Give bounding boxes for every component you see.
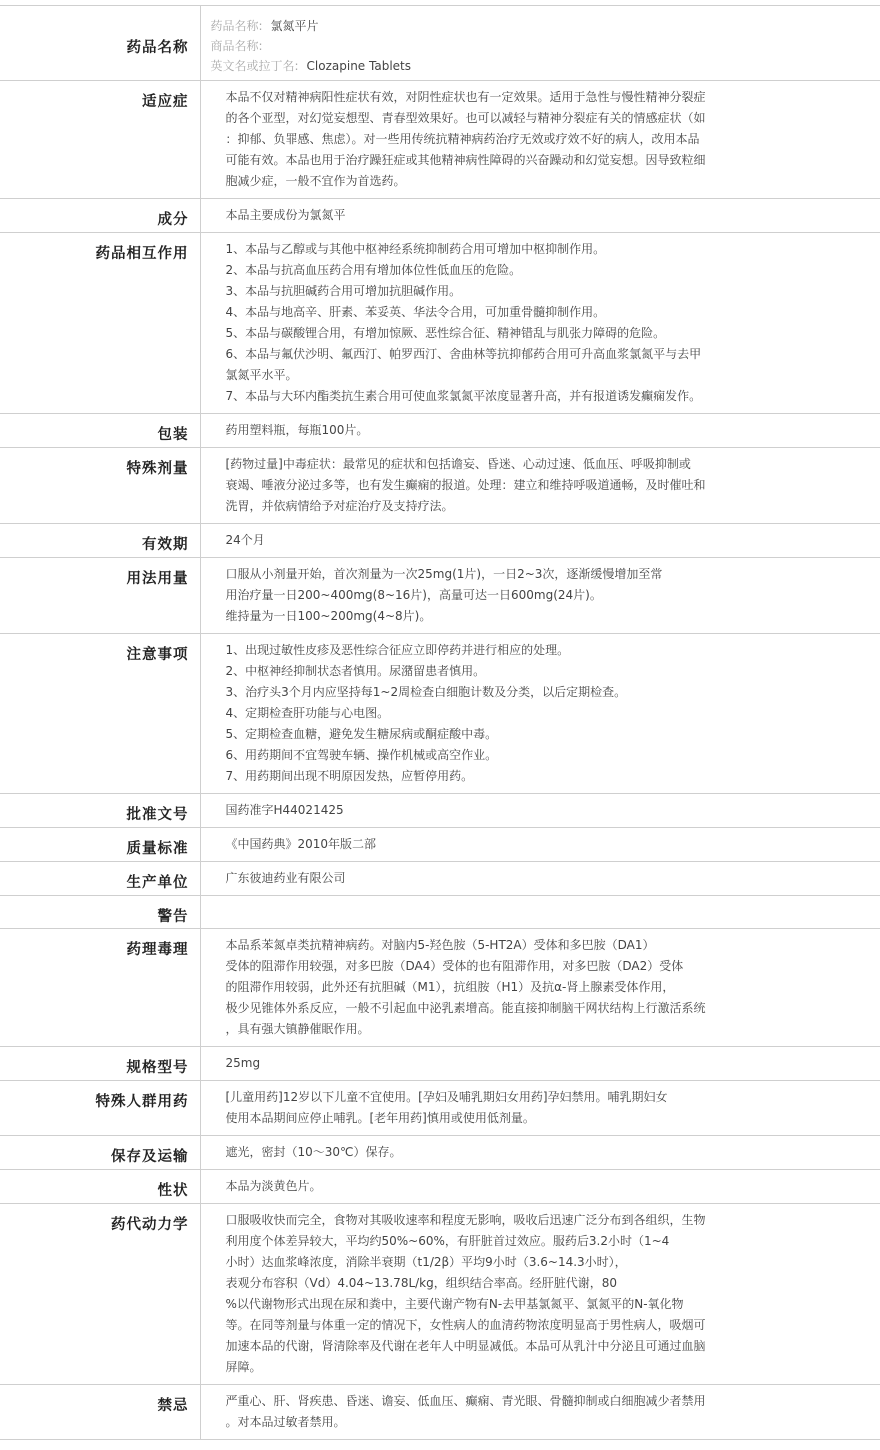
row-label: 药品相互作用 [0,233,200,414]
content-line: 5、本品与碳酸锂合用，有增加惊厥、恶性综合征、精神错乱与肌张力障碍的危险。 [225,326,666,340]
content-line: 本品系苯氮卓类抗精神病药。对脑内5-羟色胺（5-HT2A）受体和多巴胺（DA1） [225,938,655,952]
generic-name-value: 氯氮平片 [270,19,319,33]
english-name-key: 英文名或拉丁名: [210,59,299,73]
content-line: 药用塑料瓶，每瓶100片。 [225,423,369,437]
row-label: 性状 [0,1170,200,1204]
content-line: [药物过量]中毒症状：最常见的症状和包括谵妄、昏迷、心动过速、低血压、呼吸抑制或 [225,457,691,471]
table-row [0,862,880,896]
row-content [200,794,880,828]
drug-info-body [0,6,880,1440]
row-label: 特殊剂量 [0,448,200,524]
content-line: 极少见锥体外系反应，一般不引起血中泌乳素增高。能直接抑制脑干网状结构上行激活系统 [225,1001,706,1015]
content-line: 维持量为一日100~200mg(4~8片)。 [225,609,432,623]
table-row [0,1047,880,1081]
content-line: 的阻滞作用较弱，此外还有抗胆碱（M1），抗组胺（H1）及抗α-肾上腺素受体作用， [225,980,675,994]
row-content [200,233,880,414]
content-line: ：抑郁、负罪感、焦虑）。对一些用传统抗精神病药治疗无效或疗效不好的病人，改用本品 [225,132,700,146]
content-line: 3、治疗头3个月内应坚持每1~2周检查白细胞计数及分类，以后定期检查。 [225,685,627,699]
content-line: 加速本品的代谢，肾清除率及代谢在老年人中明显减低。本品可从乳汁中分泌且可通过血脑 [225,1339,706,1353]
content-line: 广东彼迪药业有限公司 [225,871,346,885]
row-content [200,1047,880,1081]
row-label: 成分 [0,199,200,233]
content-line: 7、本品与大环内酯类抗生素合用可使血浆氯氮平浓度显著升高，并有报道诱发癫痫发作。 [225,389,702,403]
trade-name-line [211,36,871,56]
content-line: 等。在同等剂量与体重一定的情况下，女性病人的血清药物浓度明显高于男性病人，吸烟可 [225,1318,706,1332]
row-content [200,1385,880,1440]
content-line: [儿童用药]12岁以下儿童不宜使用。[孕妇及哺乳期妇女用药]孕妇禁用。哺乳期妇女 [225,1090,668,1104]
generic-name-line [211,16,871,36]
content-line: 洗胃，并依病情给予对症治疗及支持疗法。 [225,499,454,513]
row-label: 药代动力学 [0,1204,200,1385]
drug-info-table [0,5,880,1440]
table-row [0,558,880,634]
table-row [0,414,880,448]
content-line: 胞减少症，一般不宜作为首选药。 [225,174,406,188]
content-line: 国药准字H44021425 [225,803,344,817]
row-content [200,414,880,448]
content-line: 6、用药期间不宜驾驶车辆、操作机械或高空作业。 [225,748,498,762]
content-line: 小时）达血浆峰浓度，消除半衰期（t1/2β）平均9小时（3.6~14.3小时）， [225,1255,627,1269]
english-name-value: Clozapine Tablets [306,59,411,73]
table-row [0,929,880,1047]
row-content [200,1136,880,1170]
content-line: 遮光，密封（10～30℃）保存。 [225,1145,402,1159]
row-content [200,1081,880,1136]
row-label: 规格型号 [0,1047,200,1081]
table-row [0,1136,880,1170]
row-label: 特殊人群用药 [0,1081,200,1136]
content-line: 《中国药典》2010年版二部 [225,837,377,851]
table-row [0,199,880,233]
row-label: 禁忌 [0,1385,200,1440]
row-label: 包装 [0,414,200,448]
table-row [0,233,880,414]
content-line: 氯氮平水平。 [225,368,298,382]
row-content [200,634,880,794]
content-line: 口服吸收快而完全，食物对其吸收速率和程度无影响，吸收后迅速广泛分布到各组织，生物 [225,1213,706,1227]
content-line: 25mg [225,1056,261,1070]
content-line: 用治疗量一日200~400mg(8~16片)，高量可达一日600mg(24片)。 [225,588,602,602]
content-line: 1、本品与乙醇或与其他中枢神经系统抑制药合用可增加中枢抑制作用。 [225,242,606,256]
content-line: 本品为淡黄色片。 [225,1179,322,1193]
table-row [0,81,880,199]
row-content [200,1170,880,1204]
row-content [200,199,880,233]
row-drug-name [0,6,880,81]
content-line: 4、定期检查肝功能与心电图。 [225,706,390,720]
row-label: 质量标准 [0,828,200,862]
row-label: 药品名称 [0,6,200,81]
content-line: 3、本品与抗胆碱药合用可增加抗胆碱作用。 [225,284,462,298]
row-content [200,1204,880,1385]
content-line: 5、定期检查血糖，避免发生糖尿病或酮症酸中毒。 [225,727,498,741]
table-row [0,634,880,794]
row-label: 注意事项 [0,634,200,794]
row-label: 有效期 [0,524,200,558]
content-line: 2、中枢神经抑制状态者慎用。尿潴留患者慎用。 [225,664,486,678]
content-line: 1、出现过敏性皮疹及恶性综合征应立即停药并进行相应的处理。 [225,643,570,657]
generic-name-key: 药品名称: [210,19,263,33]
row-content [200,524,880,558]
content-line: 利用度个体差异较大，平均约50%~60%，有肝脏首过效应。服药后3.2小时（1~4 [225,1234,670,1248]
row-label: 用法用量 [0,558,200,634]
row-content [200,862,880,896]
content-line: 屏障。 [225,1360,262,1374]
content-line: 。对本品过敏者禁用。 [225,1415,346,1429]
content-line: %以代谢物形式出现在尿和粪中，主要代谢产物有N-去甲基氯氮平、氯氮平的N-氧化物 [225,1297,684,1311]
row-content [200,558,880,634]
table-row [0,448,880,524]
row-content [200,896,880,929]
content-line: 表观分布容积（Vd）4.04~13.78L/kg，组织结合率高。经肝脏代谢，80 [225,1276,618,1290]
row-label: 警告 [0,896,200,929]
content-line: 严重心、肝、肾疾患、昏迷、谵妄、低血压、癫痫、青光眼、骨髓抑制或白细胞减少者禁用 [225,1394,706,1408]
content-line: 受体的阻滞作用较强，对多巴胺（DA4）受体的也有阻滞作用，对多巴胺（DA2）受体 [225,959,684,973]
content-line: ，具有强大镇静催眠作用。 [225,1022,370,1036]
content-line: 的各个亚型，对幻觉妄想型、青春型效果好。也可以减轻与精神分裂症有关的情感症状（如 [225,111,706,125]
content-line: 7、用药期间出现不明原因发热，应暂停用药。 [225,769,474,783]
table-row [0,794,880,828]
row-label: 药理毒理 [0,929,200,1047]
row-label: 适应症 [0,81,200,199]
content-line: 衰竭、唾液分泌过多等，也有发生癫痫的报道。处理：建立和维持呼吸道通畅，及时催吐和 [225,478,706,492]
table-row [0,1170,880,1204]
row-label: 保存及运输 [0,1136,200,1170]
content-line: 2、本品与抗高血压药合用有增加体位性低血压的危险。 [225,263,522,277]
table-row [0,1081,880,1136]
content-line: 4、本品与地高辛、肝素、苯妥英、华法令合用，可加重骨髓抑制作用。 [225,305,606,319]
content-line: 可能有效。本品也用于治疗躁狂症或其他精神病性障碍的兴奋躁动和幻觉妄想。因导致粒细 [225,153,706,167]
row-label: 批准文号 [0,794,200,828]
content-line: 本品不仅对精神病阳性症状有效，对阴性症状也有一定效果。适用于急性与慢性精神分裂症 [225,90,706,104]
row-content [200,828,880,862]
trade-name-key: 商品名称: [210,39,263,53]
content-line: 本品主要成份为氯氮平 [225,208,346,222]
table-row [0,828,880,862]
drug-name-cell [200,6,880,81]
content-line: 24个月 [225,533,265,547]
table-row [0,524,880,558]
content-line: 6、本品与氟伏沙明、氟西汀、帕罗西汀、舍曲林等抗抑郁药合用可升高血浆氯氮平与去甲 [225,347,702,361]
content-line: 口服从小剂量开始，首次剂量为一次25mg(1片)，一日2~3次，逐渐缓慢增加至常 [225,567,663,581]
table-row [0,1204,880,1385]
table-row [0,896,880,929]
table-row [0,1385,880,1440]
row-content [200,81,880,199]
content-line: 使用本品期间应停止哺乳。[老年用药]慎用或使用低剂量。 [225,1111,535,1125]
row-content [200,448,880,524]
row-label: 生产单位 [0,862,200,896]
english-name-line [211,56,871,76]
row-content [200,929,880,1047]
